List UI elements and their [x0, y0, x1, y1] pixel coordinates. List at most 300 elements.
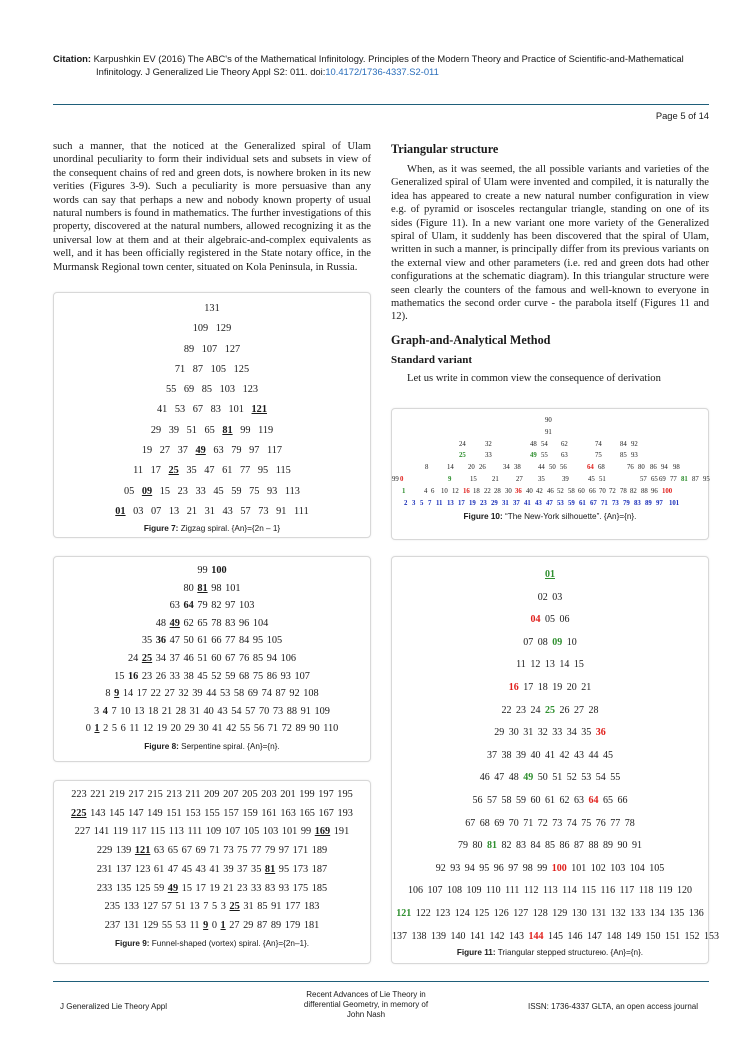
fig10-number: 94 — [661, 464, 668, 472]
fig8-number: 93 — [280, 670, 291, 682]
fig7-number: 11 — [133, 465, 144, 477]
fig7-number: 105 — [210, 363, 227, 375]
fig11-number: 145 — [548, 930, 563, 942]
fig11-number: 57 — [487, 794, 497, 806]
fig10-number: 43 — [535, 499, 542, 507]
fig8-number: 30 — [198, 723, 209, 735]
fig11-number: 133 — [630, 907, 646, 919]
fig11-number: 84 — [530, 840, 541, 852]
figure-7-label: Figure 7: — [143, 524, 179, 534]
fig8-number: 15 — [114, 670, 125, 682]
page-number: Page 5 of 14 — [655, 110, 709, 121]
fig8-number: 95 — [252, 635, 264, 647]
fig11-number: 34 — [566, 727, 577, 739]
fig11-number: 46 — [479, 772, 490, 784]
fig9-number: 161 — [261, 807, 277, 819]
fig8-number: 8 — [105, 688, 111, 700]
fig9-number: 0 — [211, 919, 217, 931]
fig10-row — [392, 486, 708, 498]
fig11-number: 148 — [606, 930, 622, 942]
fig8-number: 87 — [275, 688, 286, 700]
fig9-number: 55 — [161, 919, 173, 931]
fig10-number: 100 — [662, 487, 673, 495]
fig11-number: 106 — [407, 885, 423, 897]
fig7-number: 123 — [242, 384, 259, 396]
fig11-number: 02 — [537, 591, 548, 603]
fig7-number: 109 — [192, 323, 209, 335]
fig9-row — [54, 805, 370, 824]
fig11-number: 21 — [581, 681, 592, 693]
fig9-number: 121 — [134, 845, 151, 857]
figure-10-grid — [392, 415, 708, 509]
fig10-number: 3 — [412, 499, 416, 507]
fig11-number: 30 — [508, 727, 519, 739]
fig11-number: 38 — [501, 749, 512, 761]
fig7-row — [54, 482, 370, 502]
fig11-number: 63 — [574, 794, 584, 806]
fig10-number: 50 — [549, 464, 556, 472]
fig7-number: 35 — [186, 465, 197, 477]
fig9-number: 215 — [147, 789, 163, 800]
fig11-number: 119 — [657, 885, 673, 897]
fig8-number: 104 — [252, 617, 269, 629]
fig8-number: 13 — [134, 705, 145, 717]
fig10-number: 91 — [545, 428, 552, 436]
fig8-number: 100 — [211, 565, 227, 576]
fig11-number: 25 — [545, 704, 555, 716]
fig11-number: 97 — [508, 862, 519, 874]
fig9-number: 157 — [223, 807, 239, 819]
fig11-number: 10 — [566, 636, 577, 648]
fig11-number: 37 — [487, 749, 497, 761]
fig10-number: 13 — [447, 499, 454, 507]
fig11-number: 132 — [610, 907, 626, 919]
fig8-row — [54, 580, 370, 598]
fig9-number: 103 — [262, 826, 279, 838]
fig9-number: 61 — [153, 863, 165, 875]
fig11-number: 124 — [454, 907, 470, 919]
fig7-number: 85 — [201, 384, 212, 396]
fig8-number: 89 — [295, 723, 306, 735]
fig11-number: 05 — [545, 614, 555, 626]
fig9-number: 141 — [93, 826, 110, 838]
fig8-number: 23 — [141, 670, 153, 682]
fig8-number: 33 — [169, 670, 180, 682]
fig11-row — [392, 790, 708, 813]
fig9-number: 15 — [181, 882, 192, 894]
fig8-number: 76 — [238, 652, 250, 664]
fig11-number: 12 — [530, 659, 541, 671]
fig9-number: 231 — [96, 863, 113, 875]
fig11-row — [392, 767, 708, 790]
fig10-number: 38 — [514, 464, 521, 472]
fig10-number: 73 — [612, 499, 619, 507]
fig8-row — [54, 615, 370, 633]
figure-11-caption — [392, 948, 708, 957]
fig9-number: 183 — [304, 901, 320, 913]
fig7-row — [54, 400, 370, 420]
fig11-number: 13 — [544, 659, 555, 671]
fig9-number: 137 — [115, 863, 132, 875]
fig8-number: 44 — [206, 688, 217, 700]
fig8-number: 38 — [183, 670, 194, 682]
figure-10 — [391, 408, 709, 540]
citation-line2: Infinitology. J Generalized Lie Theory Appl S2: 011. doi: — [96, 66, 326, 77]
fig9-number: 179 — [284, 919, 301, 931]
fig8-number: 98 — [211, 582, 222, 594]
fig11-number: 151 — [665, 930, 680, 942]
fig11-number: 105 — [649, 862, 665, 874]
fig9-number: 53 — [175, 919, 186, 931]
figure-7-caption — [54, 524, 370, 533]
fig8-number: 6 — [120, 723, 126, 735]
fig9-number: 209 — [204, 789, 220, 800]
fig11-number: 92 — [435, 862, 446, 874]
fig10-number: 84 — [620, 440, 627, 448]
fig11-number: 94 — [464, 862, 475, 874]
fig10-number: 47 — [546, 499, 553, 507]
fig11-number: 69 — [494, 817, 505, 829]
fig10-number: 88 — [641, 487, 648, 495]
fig8-number: 27 — [164, 688, 175, 700]
fig8-row — [54, 632, 370, 650]
fig10-number: 40 — [526, 487, 533, 495]
fig7-number: 79 — [231, 445, 242, 457]
fig11-number: 153 — [704, 930, 719, 942]
fig10-number: 4 — [424, 487, 428, 495]
fig10-number: 92 — [631, 440, 638, 448]
fig10-number: 58 — [568, 487, 575, 495]
fig7-row — [54, 340, 370, 360]
fig10-number: 1 — [402, 487, 406, 495]
fig9-number: 163 — [280, 807, 296, 819]
fig8-number: 80 — [183, 582, 194, 594]
fig11-number: 54 — [595, 772, 606, 784]
fig10-number: 41 — [524, 499, 531, 507]
fig9-number: 201 — [280, 789, 296, 800]
fig10-number: 37 — [513, 499, 520, 507]
fig9-number: 151 — [166, 807, 182, 819]
fig7-number: 53 — [174, 404, 186, 416]
fig11-number: 60 — [530, 794, 541, 806]
fig10-number: 9 — [448, 475, 452, 483]
fig11-number: 120 — [677, 885, 693, 897]
fig9-number: 207 — [223, 789, 239, 800]
fig11-number: 65 — [603, 794, 613, 806]
fig9-number: 175 — [292, 882, 309, 894]
fig10-row — [392, 439, 708, 451]
fig9-number: 91 — [271, 901, 282, 913]
fig8-number: 108 — [303, 688, 319, 700]
fig9-number: 93 — [278, 882, 290, 894]
fig9-number: 7 — [203, 901, 209, 913]
fig10-number: 70 — [599, 487, 606, 495]
fig9-number: 131 — [123, 919, 140, 931]
fig9-number: 187 — [311, 863, 328, 875]
fig10-number: 29 — [491, 499, 498, 507]
fig8-number: 35 — [141, 635, 153, 647]
fig7-number: 03 — [133, 505, 144, 517]
fig8-number: 71 — [267, 723, 279, 735]
fig10-number: 75 — [595, 452, 602, 460]
fig10-number: 5 — [420, 499, 424, 507]
fig11-number: 141 — [470, 930, 485, 942]
fig11-number: 01 — [545, 569, 555, 580]
fig11-number: 121 — [396, 907, 412, 919]
fig11-number: 52 — [566, 772, 577, 784]
fig8-number: 4 — [102, 705, 108, 717]
fig9-number: 29 — [243, 919, 254, 931]
fig11-number: 64 — [588, 794, 599, 806]
fig7-number: 55 — [165, 384, 177, 396]
fig11-number: 79 — [458, 840, 468, 852]
fig8-number: 17 — [136, 688, 147, 700]
fig8-number: 10 — [120, 705, 131, 717]
fig8-number: 72 — [281, 723, 292, 735]
figure-8-caption — [54, 742, 370, 751]
fig10-number: 101 — [669, 499, 680, 507]
fig11-row — [392, 700, 708, 723]
fig8-number: 88 — [286, 705, 298, 717]
fig11-number: 09 — [552, 636, 563, 648]
fig9-number: 13 — [189, 901, 200, 913]
figure-10-label: Figure 10: — [463, 512, 503, 522]
fig7-number: 27 — [159, 445, 171, 457]
fig9-number: 159 — [242, 807, 258, 819]
fig10-number: 68 — [598, 464, 605, 472]
fig8-number: 84 — [238, 635, 250, 647]
fig8-row — [54, 703, 370, 721]
fig8-number: 59 — [225, 670, 236, 682]
fig8-row — [54, 720, 370, 738]
fig11-number: 134 — [649, 907, 665, 919]
fig10-number: 64 — [587, 464, 594, 472]
fig11-number: 125 — [474, 907, 490, 919]
fig8-number: 16 — [127, 670, 139, 682]
fig9-number: 181 — [303, 919, 320, 931]
fig10-number: 2 — [404, 499, 408, 507]
fig7-number: 99 — [240, 424, 251, 436]
fig10-row — [392, 450, 708, 462]
fig9-row — [54, 842, 370, 861]
fig11-number: 18 — [537, 681, 548, 693]
fig10-number: 15 — [470, 475, 477, 483]
fig7-number: 73 — [258, 505, 269, 517]
fig8-number: 7 — [111, 705, 117, 717]
fig8-number: 53 — [219, 688, 231, 700]
fig11-number: 110 — [485, 885, 501, 897]
fig11-number: 137 — [392, 930, 407, 942]
fig8-number: 46 — [183, 652, 194, 664]
fig7-number: 127 — [224, 343, 241, 355]
fig11-number: 90 — [617, 840, 628, 852]
fig10-number: 82 — [630, 487, 637, 495]
fig11-row — [392, 722, 708, 745]
fig7-row — [54, 380, 370, 400]
fig9-number: 113 — [168, 826, 184, 838]
fig8-number: 32 — [178, 688, 189, 700]
fig11-number: 33 — [552, 727, 563, 739]
fig11-number: 118 — [638, 885, 654, 897]
fig11-number: 80 — [472, 840, 483, 852]
fig11-row — [392, 632, 708, 655]
figure-9-grid — [54, 786, 370, 936]
fig8-number: 5 — [111, 723, 118, 735]
fig11-number: 47 — [494, 772, 505, 784]
fig9-number: 97 — [278, 845, 290, 857]
fig10-row — [392, 415, 708, 427]
fig8-row — [54, 597, 370, 615]
fig7-row — [54, 441, 370, 461]
fig8-number: 60 — [211, 652, 222, 664]
fig9-row — [54, 880, 370, 899]
fig9-number: 35 — [251, 863, 262, 875]
fig8-number: 81 — [197, 582, 208, 594]
figure-11 — [391, 556, 719, 964]
fig8-number: 73 — [272, 705, 284, 717]
fig7-number: 115 — [275, 465, 291, 477]
fig7-number: 37 — [177, 445, 188, 457]
figure-7-caption-text: Zigzag spiral. {An}={2n – 1} — [180, 524, 281, 534]
fig9-number: 5 — [212, 901, 218, 913]
doi-link[interactable]: 10.4172/1736-4337.S2-011 — [325, 66, 439, 77]
fig10-number: 93 — [631, 452, 638, 460]
fig8-number: 40 — [203, 705, 214, 717]
fig11-number: 48 — [508, 772, 519, 784]
fig11-number: 15 — [573, 659, 584, 671]
fig11-number: 142 — [489, 930, 505, 942]
fig8-number: 110 — [323, 723, 339, 735]
fig10-number: 89 — [645, 499, 652, 507]
fig8-number: 19 — [156, 723, 168, 735]
fig11-row — [392, 654, 708, 677]
fig11-number: 74 — [566, 817, 577, 829]
fig10-number: 99 — [392, 475, 399, 483]
fig11-number: 77 — [610, 817, 621, 829]
fig9-number: 109 — [205, 826, 222, 838]
fig7-number: 119 — [258, 424, 274, 436]
fig8-row — [54, 562, 370, 580]
fig7-number: 97 — [249, 445, 260, 457]
fig11-row — [392, 880, 708, 903]
fig10-number: 8 — [425, 464, 429, 472]
fig10-number: 46 — [547, 487, 554, 495]
fig9-number: 57 — [161, 901, 172, 913]
fig7-number: 45 — [213, 485, 224, 497]
fig9-number: 1 — [220, 919, 226, 931]
fig11-number: 85 — [545, 840, 555, 852]
fig8-number: 21 — [161, 705, 173, 717]
citation-line1: Karpushkin EV (2016) The ABC's of the Mathematical Infinitology. Principles of the Modern Theory and Practice of Scientific-and-Mathematical — [93, 53, 684, 64]
fig11-number: 149 — [626, 930, 641, 942]
fig8-number: 90 — [309, 723, 320, 735]
fig11-number: 59 — [516, 794, 526, 806]
fig8-number: 75 — [252, 670, 264, 682]
fig11-row — [392, 587, 708, 610]
fig9-number: 87 — [257, 919, 268, 931]
fig7-number: 131 — [204, 303, 220, 314]
fig9-number: 25 — [229, 901, 240, 913]
fig10-row — [392, 498, 708, 510]
fig10-number: 35 — [538, 475, 545, 483]
fig10-number: 95 — [703, 475, 710, 483]
fig8-number: 62 — [183, 617, 194, 629]
fig11-number: 76 — [595, 817, 606, 829]
fig8-number: 74 — [261, 688, 272, 700]
fig10-number: 48 — [530, 440, 537, 448]
fig10-number: 23 — [480, 499, 487, 507]
fig11-number: 88 — [588, 840, 599, 852]
fig11-number: 11 — [516, 659, 526, 671]
fig8-number: 55 — [239, 723, 251, 735]
fig9-number: 197 — [318, 789, 334, 800]
fig11-number: 41 — [545, 749, 555, 761]
fig9-row — [54, 786, 370, 805]
fig9-number: 123 — [134, 863, 151, 875]
fig10-number: 16 — [463, 487, 470, 495]
fig9-number: 41 — [209, 863, 220, 875]
fig10-number: 80 — [638, 464, 645, 472]
fig10-number: 7 — [428, 499, 432, 507]
fig9-number: 17 — [195, 882, 206, 894]
fig8-number: 29 — [184, 723, 195, 735]
fig11-number: 49 — [523, 772, 534, 784]
fig8-number: 31 — [189, 705, 200, 717]
fig11-number: 101 — [571, 862, 587, 874]
fig7-row — [54, 421, 370, 441]
fig8-row — [54, 685, 370, 703]
header-rule — [53, 104, 709, 105]
fig9-number: 105 — [243, 826, 260, 838]
fig9-number: 11 — [189, 919, 200, 931]
fig7-number: 77 — [240, 465, 251, 477]
fig10-number: 61 — [579, 499, 586, 507]
fig9-number: 211 — [185, 789, 201, 800]
fig10-row — [392, 427, 708, 439]
fig8-number: 64 — [183, 600, 194, 612]
fig7-number: 61 — [222, 465, 233, 477]
fig8-number: 45 — [197, 670, 208, 682]
fig11-number: 66 — [617, 794, 628, 806]
fig11-number: 96 — [493, 862, 504, 874]
fig8-number: 47 — [169, 635, 180, 647]
fig11-number: 45 — [603, 749, 613, 761]
fig9-number: 119 — [112, 826, 128, 838]
fig9-number: 89 — [270, 919, 282, 931]
fig8-number: 57 — [245, 705, 256, 717]
fig10-number: 59 — [568, 499, 575, 507]
fig8-number: 105 — [266, 635, 283, 647]
fig11-number: 152 — [684, 930, 700, 942]
figure-11-caption-text: Triangular stepped structureю. {An}={n}. — [497, 948, 644, 958]
fig10-number: 90 — [545, 417, 552, 424]
fig7-number: 15 — [159, 485, 171, 497]
fig8-number: 39 — [192, 688, 203, 700]
fig8-number: 97 — [225, 600, 236, 612]
fig11-number: 26 — [559, 704, 570, 716]
figure-9-caption — [54, 939, 370, 948]
fig7-number: 13 — [168, 505, 180, 517]
fig9-number: 33 — [251, 882, 262, 894]
fig10-number: 96 — [651, 487, 658, 495]
fig11-number: 102 — [590, 862, 606, 874]
fig10-number: 0 — [400, 475, 404, 483]
fig8-number: 65 — [197, 617, 208, 629]
fig10-number: 86 — [650, 464, 657, 472]
fig8-number: 50 — [183, 635, 194, 647]
fig9-number: 27 — [229, 919, 240, 931]
fig11-number: 135 — [669, 907, 685, 919]
